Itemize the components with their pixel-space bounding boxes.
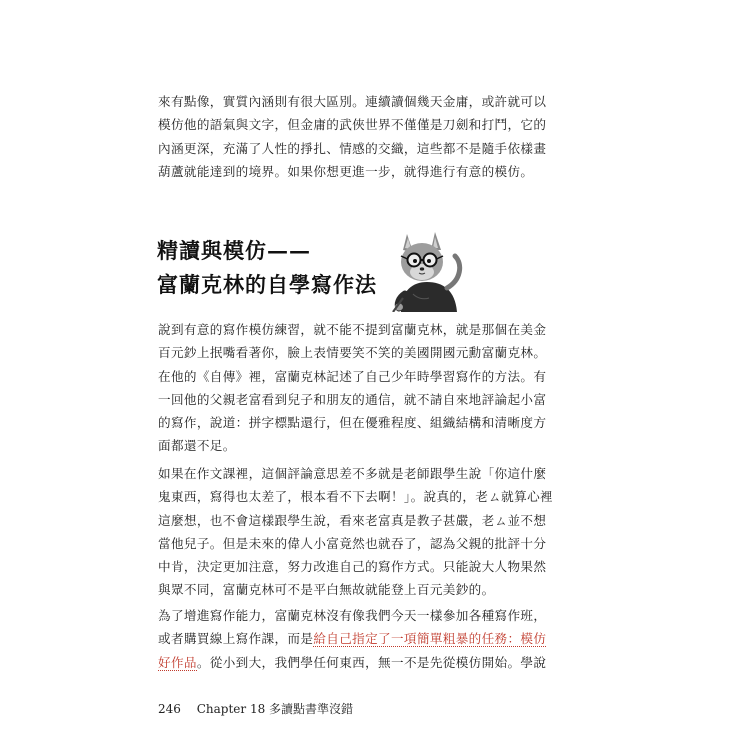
text-line: 在他的《自傳》裡，富蘭克林記述了自己少年時學習寫作的方法。有 <box>158 368 547 384</box>
paragraph-1 <box>158 318 558 458</box>
section-heading <box>157 234 377 302</box>
text-line: 當他兒子。但是未來的偉人小富竟然也就吞了，認為父親的批評十分 <box>158 535 547 551</box>
plain-text: 或者購買線上寫作課，而是 <box>158 631 314 647</box>
text-line: 內涵更深，充滿了人性的掙扎、情感的交織，這些都不是隨手依樣畫 <box>158 140 547 156</box>
text-line: 一回他的父親老富看到兒子和朋友的通信，就不請自來地評論起小富 <box>158 391 547 407</box>
text-line: 來有點像，實質內涵則有很大區別。連續讀個幾天金庸，或許就可以 <box>158 94 547 109</box>
highlighted-text: 好作品 <box>158 654 197 670</box>
text-line: 鬼東西，寫得也太差了，根本看不下去啊！」。說真的，老ㄙ就算心裡 <box>158 489 553 505</box>
text-line: 葫蘆就能達到的境界。如果你想更進一步，就得進行有意的模仿。 <box>158 163 534 179</box>
text-line <box>158 627 558 650</box>
squirrel-with-glasses-writing-icon <box>383 228 465 312</box>
text-line: 這麼想，也不會這樣跟學生說，看來老富真是教子甚嚴，老ㄙ並不想 <box>158 512 547 528</box>
top-paragraph <box>158 90 558 183</box>
text-line: 如果在作文課裡，這個評論意思差不多就是老師跟學生說「你這什麼 <box>158 466 547 481</box>
highlighted-text: 給自己指定了一項簡單粗暴的任務：模仿 <box>313 631 547 647</box>
text-line: 說到有意的寫作模仿練習，就不能不提到富蘭克林，就是那個在美金 <box>158 322 547 337</box>
text-line: 與眾不同，富蘭克林可不是平白無故就能登上百元美鈔的。 <box>158 582 495 598</box>
page-number: 246 <box>158 702 181 716</box>
text-line: 為了增進寫作能力，富蘭克林沒有像我們今天一樣參加各種寫作班， <box>158 608 547 623</box>
text-line: 百元鈔上抿嘴看著你，臉上表情要笑不笑的美國開國元勳富蘭克林。 <box>158 345 547 361</box>
text-line: 中肯，決定更加注意，努力改進自己的寫作方式。只能說大人物果然 <box>158 559 547 575</box>
paragraph-3 <box>158 604 558 674</box>
text-line: 的寫作，說道：拼字標點還行，但在優雅程度、組織結構和清晰度方 <box>158 415 547 431</box>
paragraph-2 <box>158 462 558 602</box>
text-line: 面都還不足。 <box>158 438 236 454</box>
text-line <box>158 651 558 674</box>
page-footer <box>158 700 353 717</box>
chapter-title: Chapter 18 多讀點書準沒錯 <box>196 702 354 716</box>
text-line: 模仿他的語氣與文字，但金庸的武俠世界不僅僅是刀劍和打鬥，它的 <box>158 117 547 133</box>
section-heading-line-2: 富蘭克林的自學寫作法 <box>157 272 377 297</box>
section-heading-line-1: 精讀與模仿—— <box>157 238 311 263</box>
plain-text: 。從小到大，我們學任何東西，無一不是先從模仿開始。學說 <box>196 654 547 670</box>
